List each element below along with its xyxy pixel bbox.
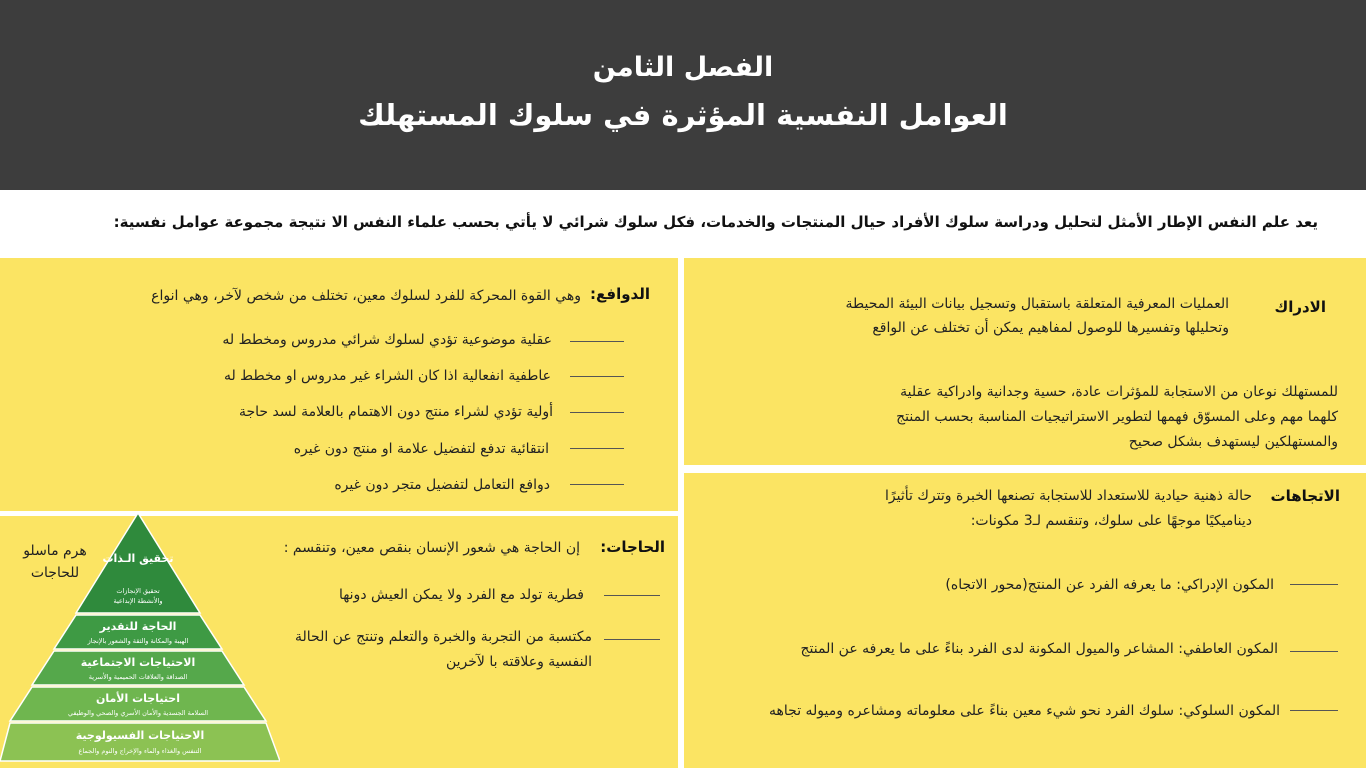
component-dash-2 (1290, 651, 1338, 652)
pyramid-label-line1: هرم ماسلو (23, 543, 87, 559)
attitudes-panel (684, 473, 1366, 768)
motive-dash-4 (570, 448, 624, 449)
attitudes-definition-line1: حالة ذهنية حيادية للاستعداد للاستجابة تصنعها الخبرة وتترك تأثيرًا (885, 488, 1252, 504)
pyramid-label-line2: للحاجات (30, 565, 80, 581)
pyramid-level-4-title: احتياجات الأمان (95, 692, 181, 705)
motive-type-rational: عقلية موضوعية تؤدي لسلوك شرائي مدروس ومخطط له (222, 332, 552, 348)
needs-title: الحاجات: (600, 538, 665, 556)
motives-title: الدوافع: (590, 285, 650, 303)
pyramid-level-5-sub1: التنفس والغذاء والماء والإخراج والنوم والجماع (78, 747, 202, 755)
attitude-component-behavioral: المكون السلوكي: سلوك الفرد نحو شيء معين بناءً على معلوماته ومشاعره وميوله تجاهه (769, 703, 1280, 719)
motive-type-selective: انتقائية تدفع لتفضيل علامة او منتج دون غيره (293, 441, 549, 457)
attitudes-definition-line2: ديناميكيًا موجهًا على سلوك، وتنقسم لـ3 مكونات: (970, 513, 1252, 529)
pyramid-level-1-sub2: والأنشطة الإبداعية (113, 597, 163, 605)
pyramid-level-4-sub1: السلامة الجسدية والأمان الأسري والصحي والوظيفي (67, 709, 209, 717)
motive-dash-5 (570, 484, 624, 485)
component-dash-3 (1290, 710, 1338, 711)
need-dash-2 (604, 639, 660, 640)
perception-definition-line1: العمليات المعرفية المتعلقة باستقبال وتسجيل بيانات البيئة المحيطة (845, 296, 1229, 312)
pyramid-level-1-title: تحقيق الـذات (102, 552, 174, 565)
component-dash-1 (1290, 584, 1338, 585)
perception-definition-line2: وتحليلها وتفسيرها للوصول لمفاهيم يمكن أن تختلف عن الواقع (872, 320, 1229, 336)
need-type-acquired-line1: مكتسبة من التجربة والخبرة والتعلم وتنتج عن الحالة (295, 629, 592, 645)
motive-dash-1 (570, 341, 624, 342)
pyramid-level-1-sub1: تحقيق الإنجازات (116, 587, 160, 595)
motive-type-emotional: عاطفية انفعالية اذا كان الشراء غير مدروس او مخطط له (223, 368, 551, 384)
perception-note-line1: للمستهلك نوعان من الاستجابة للمؤثرات عادة، حسية وجدانية وادراكية عقلية (900, 384, 1338, 400)
header-banner (0, 0, 1366, 190)
motive-dash-3 (570, 412, 624, 413)
attitude-component-affective: المكون العاطفي: المشاعر والميول المكونة لدى الفرد بناءً على ما يعرفه عن المنتج (800, 641, 1278, 657)
perception-panel (684, 258, 1366, 465)
pyramid-level-2-title: الحاجة للتقدير (99, 620, 177, 633)
need-type-innate: فطرية تولد مع الفرد ولا يمكن العيش دونها (338, 587, 584, 603)
attitude-component-cognitive: المكون الإدراكي: ما يعرفه الفرد عن المنتج(محور الاتجاه) (945, 577, 1274, 593)
perception-note-line3: والمستهلكين ليستهدف بشكل صحيح (1128, 434, 1338, 450)
motive-type-primary: أولية تؤدي لشراء منتج دون الاهتمام بالعلامة لسد حاجة (238, 404, 553, 420)
attitudes-title: الاتجاهات (1270, 487, 1340, 505)
needs-definition: إن الحاجة هي شعور الإنسان بنقص معين، وتنقسم : (283, 540, 580, 556)
motives-panel (0, 258, 678, 511)
intro-text: يعد علم النفس الإطار الأمثل لتحليل ودراسة سلوك الأفراد حيال المنتجات والخدمات، فكل سلوك شرائي لا يأتي بحسب علماء النفس الا نتيجة مجموعة عوامل نفسية: (113, 213, 1318, 231)
motive-dash-2 (570, 376, 624, 377)
motives-definition: وهي القوة المحركة للفرد لسلوك معين، تختلف من شخص لآخر، وهي انواع (151, 288, 581, 304)
maslow-pyramid (0, 513, 280, 768)
page-title: العوامل النفسية المؤثرة في سلوك المستهلك (358, 98, 1008, 132)
perception-note-line2: كلهما مهم وعلى المسوّق فهمها لتطوير الاستراتيجيات المناسبة بحسب المنتج (896, 409, 1338, 425)
need-type-acquired-line2: النفسية وعلاقته با لآخرين (445, 654, 592, 670)
pyramid-level-3-sub1: الصداقة والعلاقات الحميمية والأسرية (88, 673, 188, 681)
chapter-title: الفصل الثامن (592, 52, 774, 83)
pyramid-level-2-sub1: الهيبة والمكانة والثقة والشعور بالإنجاز (87, 637, 189, 645)
motive-type-patronage: دوافع التعامل لتفضيل متجر دون غيره (334, 477, 550, 493)
perception-title: الادراك (1274, 298, 1326, 316)
pyramid-level-3-title: الاحتياجات الاجتماعية (80, 656, 196, 669)
need-dash-1 (604, 595, 660, 596)
pyramid-level-5-title: الاحتياجات الفسيولوجية (75, 729, 205, 742)
